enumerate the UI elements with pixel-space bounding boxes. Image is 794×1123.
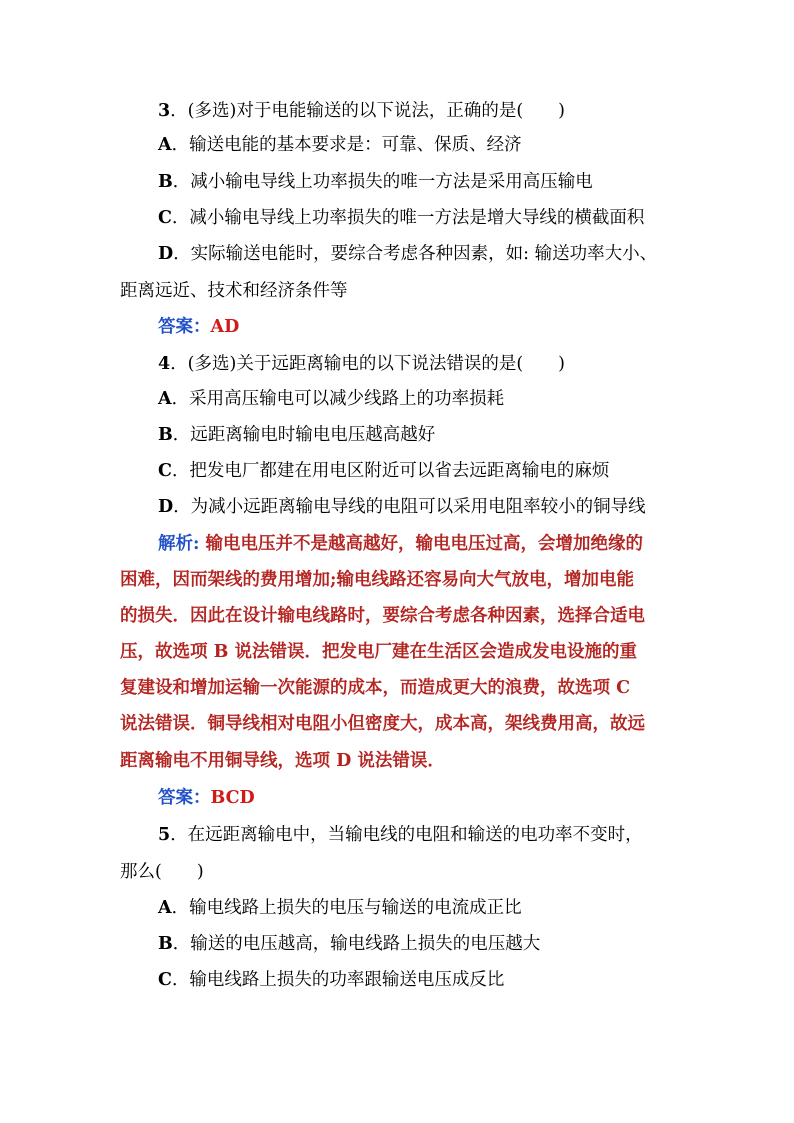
q4-analysis-line-3: 的损失．因此在设计输电线路时，要综合考虑各种因素，选择合适电 [120, 606, 645, 626]
option-key: A [158, 389, 172, 409]
q4-number: 4 [158, 354, 171, 374]
q5-stem-continuation: 那么( ) [120, 862, 204, 882]
q4-option-b [158, 425, 435, 445]
q4-answer [158, 788, 255, 808]
q3-number: 3 [158, 101, 171, 121]
option-text: ．减小输电导线上功率损失的唯一方法是增大导线的横截面积 [171, 208, 645, 228]
option-key: C [158, 970, 172, 990]
option-key: B [158, 934, 173, 954]
option-text: ．实际输送电能时，要综合考虑各种因素，如: 输送功率大小、 [173, 244, 658, 264]
q4-option-a [158, 389, 504, 409]
q4-stem [158, 354, 565, 374]
q4-stem-text: ．(多选)关于远距离输电的以下说法错误的是( ) [170, 354, 565, 374]
option-text: ．输送的电压越高，输电线路上损失的电压越大 [172, 934, 541, 954]
q3-stem [158, 101, 565, 121]
answer-label: 答案： [158, 317, 211, 337]
option-text: ．为减小远距离输电导线的电阻可以采用电阻率较小的铜导线 [173, 497, 646, 517]
q4-analysis-line-2: 困难，因而架线的费用增加;输电线路还容易向大气放电，增加电能 [120, 570, 634, 590]
option-key: B [158, 425, 173, 445]
q3-option-d-continuation: 距离远近、技术和经济条件等 [120, 281, 348, 301]
option-text: ．远距离输电时输电电压越高越好 [172, 425, 436, 445]
option-key: C [158, 461, 172, 481]
option-text: ．把发电厂都建在用电区附近可以省去远距离输电的麻烦 [171, 461, 610, 481]
q4-analysis-line-6: 说法错误．铜导线相对电阻小但密度大，成本高，架线费用高，故远 [120, 714, 645, 734]
option-key: B [158, 172, 173, 192]
q5-stem [158, 825, 643, 845]
q5-option-c [158, 970, 504, 990]
answer-value: BCD [210, 788, 255, 808]
q4-option-d [158, 497, 646, 517]
option-text: ．输电线路上损失的功率跟输送电压成反比 [171, 970, 505, 990]
q3-answer [158, 317, 239, 337]
option-key: A [158, 135, 172, 155]
option-text: ．减小输电导线上功率损失的唯一方法是采用高压输电 [172, 172, 593, 192]
answer-value: AD [210, 317, 240, 337]
analysis-text: 输电电压并不是越高越好，输电电压过高，会增加绝缘的 [199, 534, 644, 554]
q3-stem-text: ．(多选)对于电能输送的以下说法，正确的是( ) [170, 101, 565, 121]
q4-analysis-line-1 [158, 534, 643, 554]
q5-stem-text: ．在远距离输电中，当输电线的电阻和输送的电功率不变时， [170, 825, 643, 845]
option-key: D [158, 497, 174, 517]
option-text: ．输电线路上损失的电压与输送的电流成正比 [171, 898, 522, 918]
q4-analysis-line-4: 压，故选项 B 说法错误．把发电厂建在生活区会造成发电设施的重 [120, 642, 637, 662]
option-key: A [158, 898, 172, 918]
option-text: ．输送电能的基本要求是：可靠、保质、经济 [171, 135, 522, 155]
q3-option-c [158, 208, 644, 228]
option-key: D [158, 244, 174, 264]
q5-option-b [158, 934, 540, 954]
q3-option-d [158, 244, 657, 264]
answer-label: 答案： [158, 788, 211, 808]
option-key: C [158, 208, 172, 228]
q4-analysis-line-7: 距离输电不用铜导线，选项 D 说法错误． [120, 751, 445, 771]
q4-option-c [158, 461, 609, 481]
q4-analysis-line-5: 复建设和增加运输一次能源的成本，而造成更大的浪费，故选项 C [120, 678, 631, 698]
q3-option-a [158, 135, 522, 155]
q3-option-b [158, 172, 593, 192]
analysis-label: 解析: [158, 534, 200, 554]
option-text: ．采用高压输电可以减少线路上的功率损耗 [171, 389, 505, 409]
q5-option-a [158, 898, 522, 918]
q5-number: 5 [158, 825, 171, 845]
